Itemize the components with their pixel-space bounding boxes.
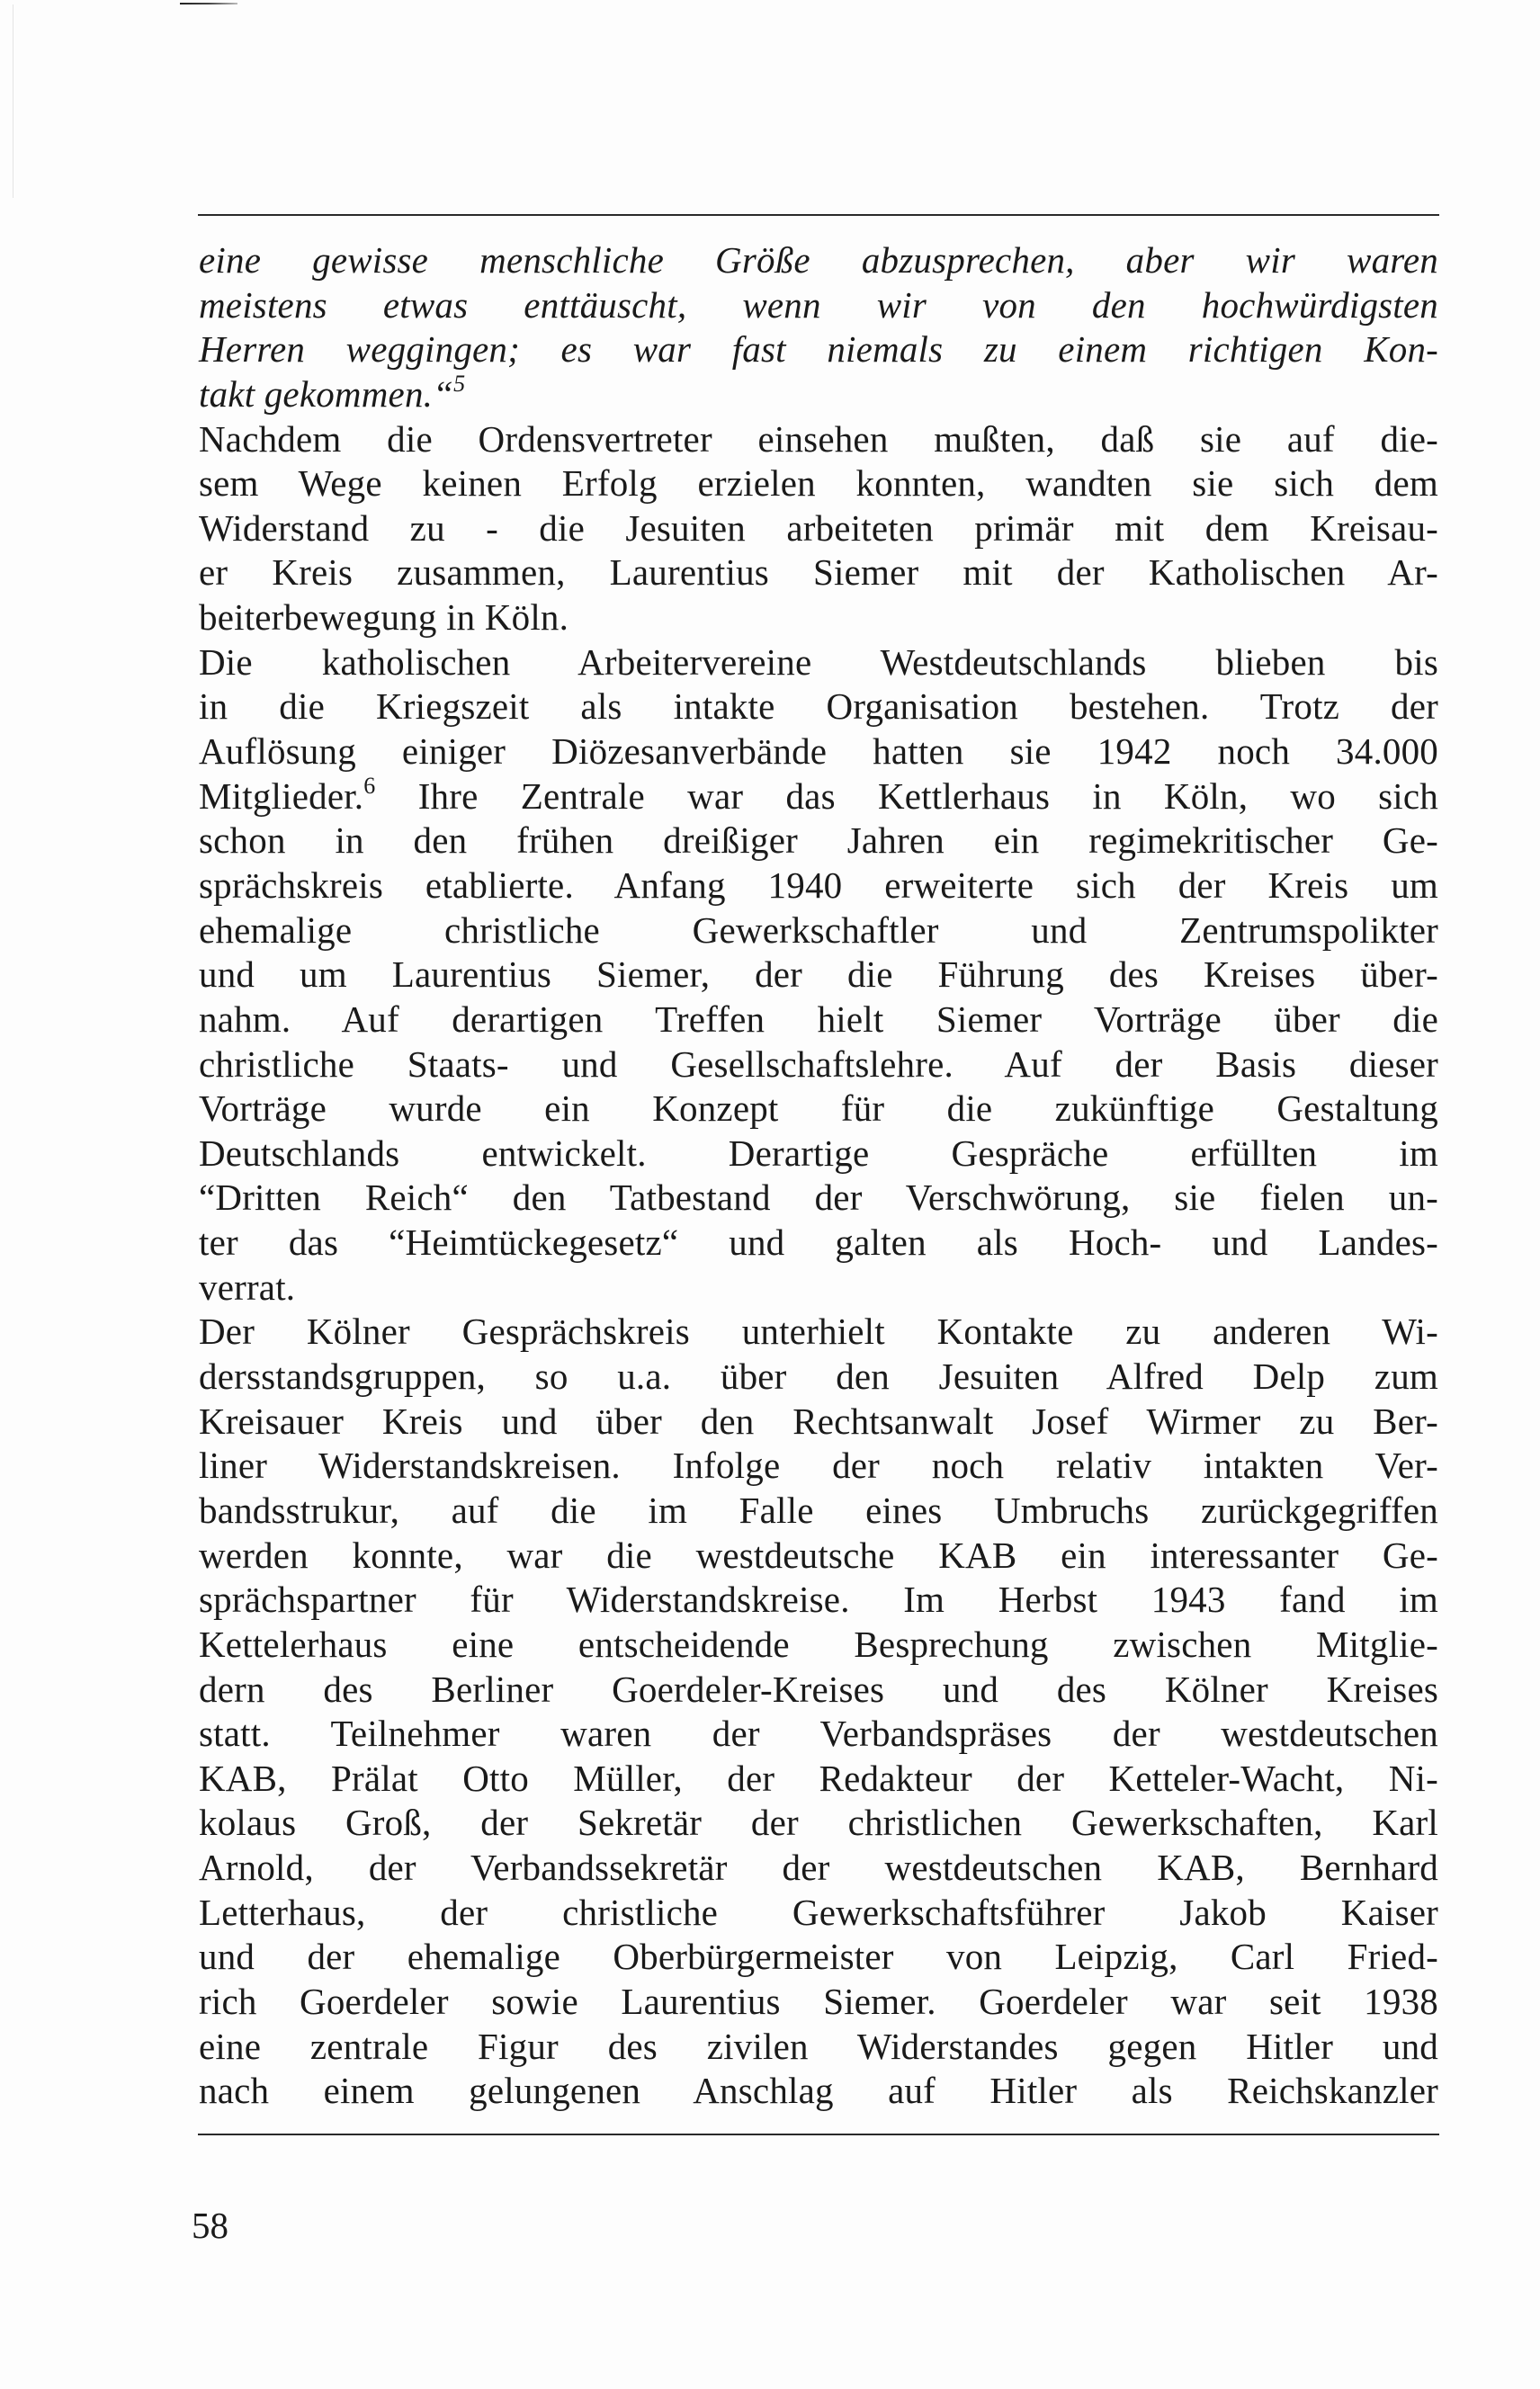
text-line bbox=[199, 327, 1438, 372]
text-line-content: verrat. bbox=[199, 1266, 296, 1308]
text-line bbox=[199, 1355, 1438, 1400]
text-line bbox=[199, 238, 1438, 283]
text-line bbox=[199, 1801, 1438, 1846]
text-line-content: ehemalige christliche Gewerkschaftler und Zentrumspolikter bbox=[199, 908, 1438, 951]
text-line bbox=[199, 1444, 1438, 1489]
text-line bbox=[199, 640, 1438, 685]
text-line-content: kolaus Groß, der Sekretär der christlichen Gewerkschaften, Karl bbox=[199, 1802, 1438, 1844]
text-line-content: meistens etwas enttäuscht, wenn wir von den hochwürdigsten bbox=[199, 283, 1438, 326]
text-line-content: Auflösung einiger Diözesanverbände hatten sie 1942 noch 34.000 bbox=[199, 730, 1438, 773]
text-line bbox=[199, 2069, 1438, 2114]
text-line bbox=[199, 863, 1438, 908]
text-line-content: sprächspartner für Widerstandskreise. Im Herbst 1943 fand im bbox=[199, 1579, 1438, 1621]
body-text bbox=[199, 238, 1438, 2114]
footer-rule bbox=[198, 2134, 1439, 2135]
footnote-marker[interactable]: 6 bbox=[363, 773, 376, 800]
text-line bbox=[199, 1489, 1438, 1534]
text-line bbox=[199, 908, 1438, 953]
text-line-content: rich Goerdeler sowie Laurentius Siemer. Goerdeler war seit 1938 bbox=[199, 1980, 1438, 2022]
text-line-content: christliche Staats- und Gesellschaftslehre. Auf der Basis dieser bbox=[199, 1042, 1438, 1085]
text-line bbox=[199, 1980, 1438, 2025]
text-line bbox=[199, 1132, 1438, 1177]
text-line-content: sem Wege keinen Erfolg erzielen konnten, wandten sie sich dem bbox=[199, 462, 1438, 505]
text-line-content: Kreisauer Kreis und über den Rechtsanwalt Josef Wirmer zu Ber- bbox=[199, 1400, 1438, 1442]
text-line bbox=[199, 1578, 1438, 1623]
page-number: 58 bbox=[192, 2205, 228, 2246]
text-line bbox=[199, 2025, 1438, 2070]
text-line bbox=[199, 1935, 1438, 1980]
text-line bbox=[199, 550, 1438, 595]
text-line-content: dern des Berliner Goerdeler-Kreises und des Kölner Kreises bbox=[199, 1668, 1438, 1710]
text-line-content: Die katholischen Arbeitervereine Westdeutschlands blieben bis bbox=[199, 640, 1438, 683]
text-line-content: takt gekommen.“$^5$ bbox=[199, 371, 466, 415]
text-line-content: Arnold, der Verbandssekretär der westdeutschen KAB, Bernhard bbox=[199, 1847, 1438, 1889]
text-line bbox=[199, 684, 1438, 729]
text-line-content: KAB, Prälat Otto Müller, der Redakteur der Ketteler-Wacht, Ni- bbox=[199, 1757, 1438, 1799]
text-line-content: dersstandsgruppen, so u.a. über den Jesuiten Alfred Delp zum bbox=[199, 1356, 1438, 1398]
text-line-content: Vorträge wurde ein Konzept für die zukünftige Gestaltung bbox=[199, 1087, 1438, 1130]
text-line bbox=[199, 1400, 1438, 1445]
text-line bbox=[199, 1310, 1438, 1355]
text-line bbox=[199, 953, 1438, 998]
text-line-content: sprächskreis etablierte. Anfang 1940 erweiterte sich der Kreis um bbox=[199, 863, 1438, 906]
header-rule bbox=[198, 214, 1439, 216]
text-line bbox=[199, 729, 1438, 774]
scan-artifact-mark bbox=[180, 3, 237, 4]
text-line-content: statt. Teilnehmer waren der Verbandspräses der westdeutschen bbox=[199, 1713, 1438, 1755]
text-line-content: er Kreis zusammen, Laurentius Siemer mit der Katholischen Ar- bbox=[199, 551, 1438, 594]
text-line-content: nach einem gelungenen Anschlag auf Hitler als Reichskanzler bbox=[199, 2070, 1438, 2112]
text-line bbox=[199, 461, 1438, 506]
text-line bbox=[199, 1623, 1438, 1668]
text-line bbox=[199, 1712, 1438, 1757]
text-line bbox=[199, 595, 1438, 640]
text-line bbox=[199, 1176, 1438, 1221]
text-line bbox=[199, 819, 1438, 863]
text-line bbox=[199, 1668, 1438, 1713]
text-line-content: beiterbewegung in Köln. bbox=[199, 596, 569, 639]
text-line bbox=[199, 417, 1438, 462]
text-line-content: schon in den frühen dreißiger Jahren ein regimekritischer Ge- bbox=[199, 819, 1438, 862]
text-line-content: bandsstrukur, auf die im Falle eines Umbruchs zurückgegriffen bbox=[199, 1489, 1438, 1531]
text-line-content: Der Kölner Gesprächskreis unterhielt Kontakte zu anderen Wi- bbox=[199, 1311, 1438, 1353]
text-line bbox=[199, 1266, 1438, 1311]
text-line-content: liner Widerstandskreisen. Infolge der noch relativ intakten Ver- bbox=[199, 1445, 1438, 1487]
text-line-content: Herren weggingen; es war fast niemals zu einem richtigen Kon- bbox=[199, 328, 1438, 371]
text-line-content: eine gewisse menschliche Größe abzusprechen, aber wir waren bbox=[199, 239, 1438, 281]
text-line-content: und der ehemalige Oberbürgermeister von Leipzig, Carl Fried- bbox=[199, 1936, 1438, 1978]
text-line bbox=[199, 1042, 1438, 1087]
text-line bbox=[199, 283, 1438, 328]
text-line-content: Widerstand zu - die Jesuiten arbeiteten primär mit dem Kreisau- bbox=[199, 506, 1438, 549]
text-line bbox=[199, 1534, 1438, 1579]
text-line bbox=[199, 774, 1438, 819]
text-line-content: Deutschlands entwickelt. Derartige Gespräche erfüllten im bbox=[199, 1132, 1438, 1174]
text-line bbox=[199, 1891, 1438, 1936]
text-line bbox=[199, 506, 1438, 551]
text-line bbox=[199, 1846, 1438, 1891]
text-line-content: eine zentrale Figur des zivilen Widerstandes gegen Hitler und bbox=[199, 2025, 1438, 2067]
text-line-content: in die Kriegszeit als intakte Organisation bestehen. Trotz der bbox=[199, 685, 1438, 728]
text-line-content: Kettelerhaus eine entscheidende Besprechung zwischen Mitglie- bbox=[199, 1623, 1438, 1665]
text-line bbox=[199, 372, 1438, 417]
text-line-content: Letterhaus, der christliche Gewerkschaftsführer Jakob Kaiser bbox=[199, 1891, 1438, 1933]
text-line-content: nahm. Auf derartigen Treffen hielt Siemer Vorträge über die bbox=[199, 998, 1438, 1040]
text-line-content: Nachdem die Ordensvertreter einsehen mußten, daß sie auf die- bbox=[199, 417, 1438, 460]
text-line-content: werden konnte, war die westdeutsche KAB ein interessanter Ge- bbox=[199, 1534, 1438, 1576]
text-line-content: Mitglieder.$^6$ Ihre Zentrale war das Kettlerhaus in Köln, wo sich bbox=[199, 773, 1438, 817]
text-line-content: “Dritten Reich“ den Tatbestand der Verschwörung, sie fielen un- bbox=[199, 1177, 1438, 1219]
text-line-content: ter das “Heimtückegesetz“ und galten als Hoch- und Landes- bbox=[199, 1221, 1438, 1264]
text-line bbox=[199, 1757, 1438, 1802]
text-line bbox=[199, 1087, 1438, 1132]
footnote-marker[interactable]: 5 bbox=[453, 371, 466, 398]
text-line bbox=[199, 998, 1438, 1042]
text-line-content: und um Laurentius Siemer, der die Führung des Kreises über- bbox=[199, 953, 1438, 996]
text-line bbox=[199, 1221, 1438, 1266]
